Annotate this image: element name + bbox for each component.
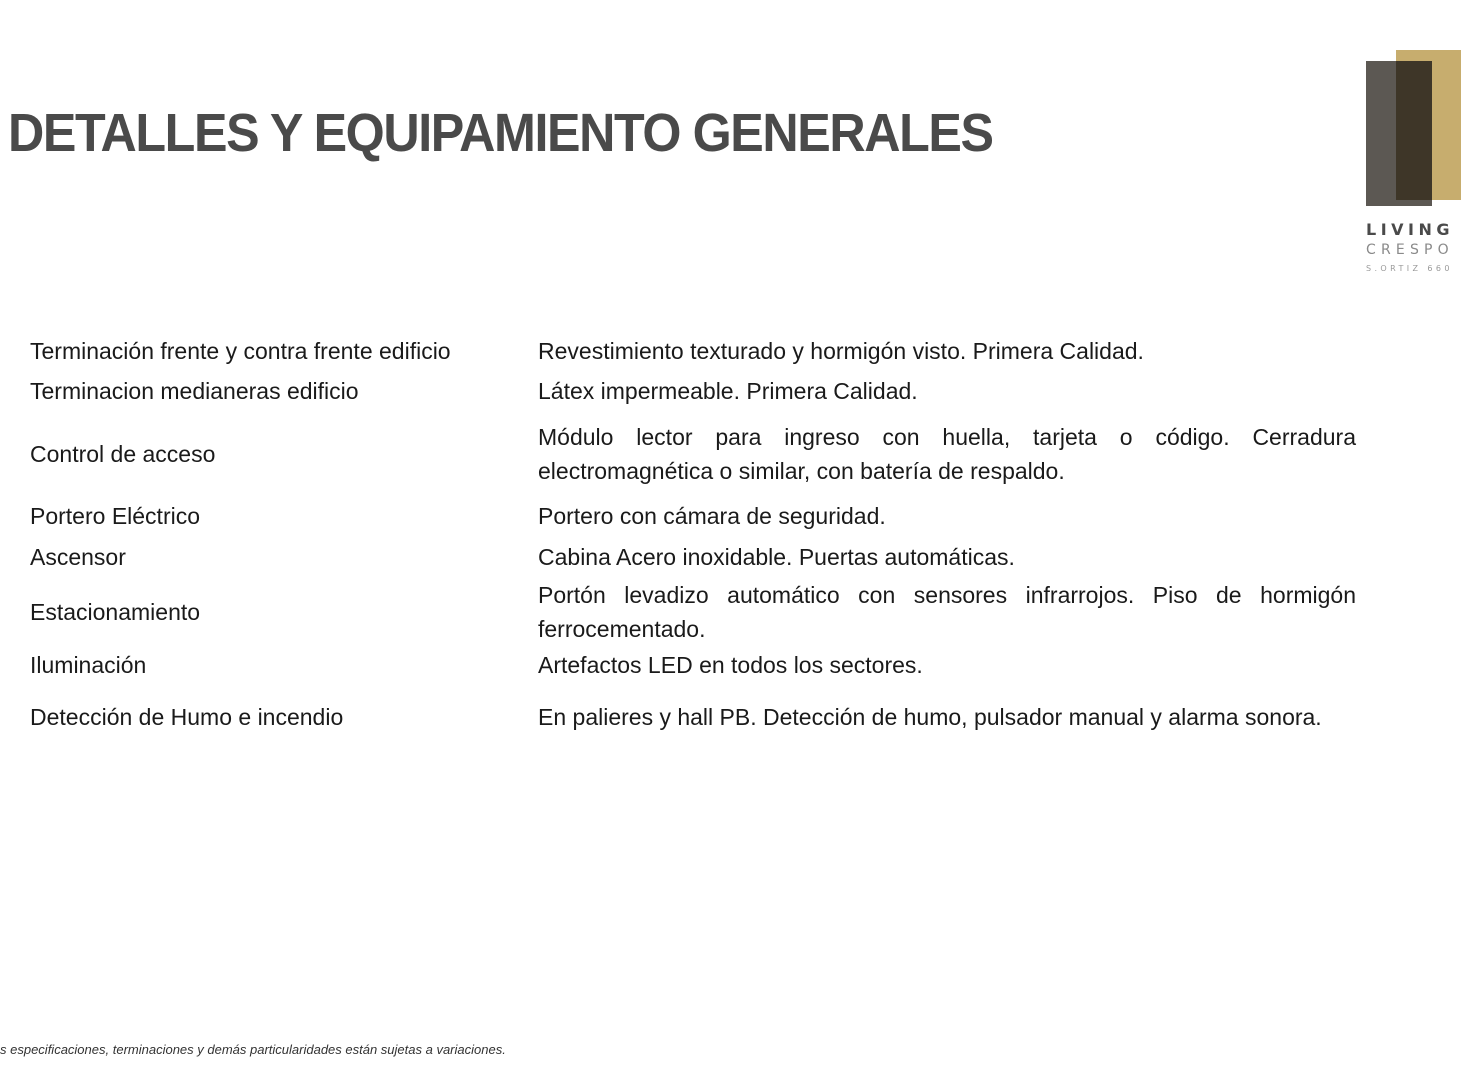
spec-row-deteccion-humo — [30, 683, 1356, 751]
spec-row-iluminacion — [30, 648, 1356, 682]
spec-label: Estacionamiento — [30, 599, 201, 625]
spec-row-fachada — [30, 334, 1356, 368]
logo-overlap-block — [1396, 61, 1432, 200]
logo-address: S.ORTIZ 660 — [1366, 264, 1453, 273]
page-title: DETALLES Y EQUIPAMIENTO GENERALES — [8, 103, 993, 163]
logo-brand-name: LIVING — [1366, 220, 1455, 239]
spec-label: Portero Eléctrico — [30, 503, 201, 529]
logo-brand-subname: CRESPO — [1366, 242, 1454, 258]
spec-value: Látex impermeable. Primera Calidad. — [538, 378, 918, 404]
spec-label: Control de acceso — [30, 441, 216, 467]
spec-value: Revestimiento texturado y hormigón visto. Primera Calidad. — [538, 338, 1144, 364]
spec-value: Artefactos LED en todos los sectores. — [538, 652, 923, 678]
spec-label: Detección de Humo e incendio — [30, 704, 344, 730]
spec-label: Terminación frente y contra frente edificio — [30, 338, 451, 364]
spec-row-portero — [30, 499, 1356, 533]
disclaimer-footnote: s especificaciones, terminaciones y demás particularidades están sujetas a variaciones. — [0, 1042, 506, 1057]
spec-value: Portón levadizo automático con sensores infrarrojos. Piso de hormigón ferrocementado. — [538, 582, 1356, 642]
spec-label: Terminacion medianeras edificio — [30, 378, 359, 404]
brand-logo — [1362, 48, 1461, 278]
spec-row-ascensor — [30, 540, 1356, 574]
spec-value: Portero con cámara de seguridad. — [538, 503, 886, 529]
spec-value: En palieres y hall PB. Detección de humo, pulsador manual y alarma sonora. — [538, 704, 1322, 730]
spec-row-medianeras — [30, 374, 1356, 408]
spec-row-control-acceso — [30, 420, 1356, 488]
spec-label: Iluminación — [30, 652, 147, 678]
spec-value: Módulo lector para ingreso con huella, tarjeta o código. Cerradura electromagnética o similar, con batería de respaldo. — [538, 424, 1356, 484]
spec-label: Ascensor — [30, 544, 126, 570]
spec-value: Cabina Acero inoxidable. Puertas automáticas. — [538, 544, 1015, 570]
logo-mark-icon — [1362, 48, 1461, 208]
spec-row-estacionamiento — [30, 578, 1356, 646]
